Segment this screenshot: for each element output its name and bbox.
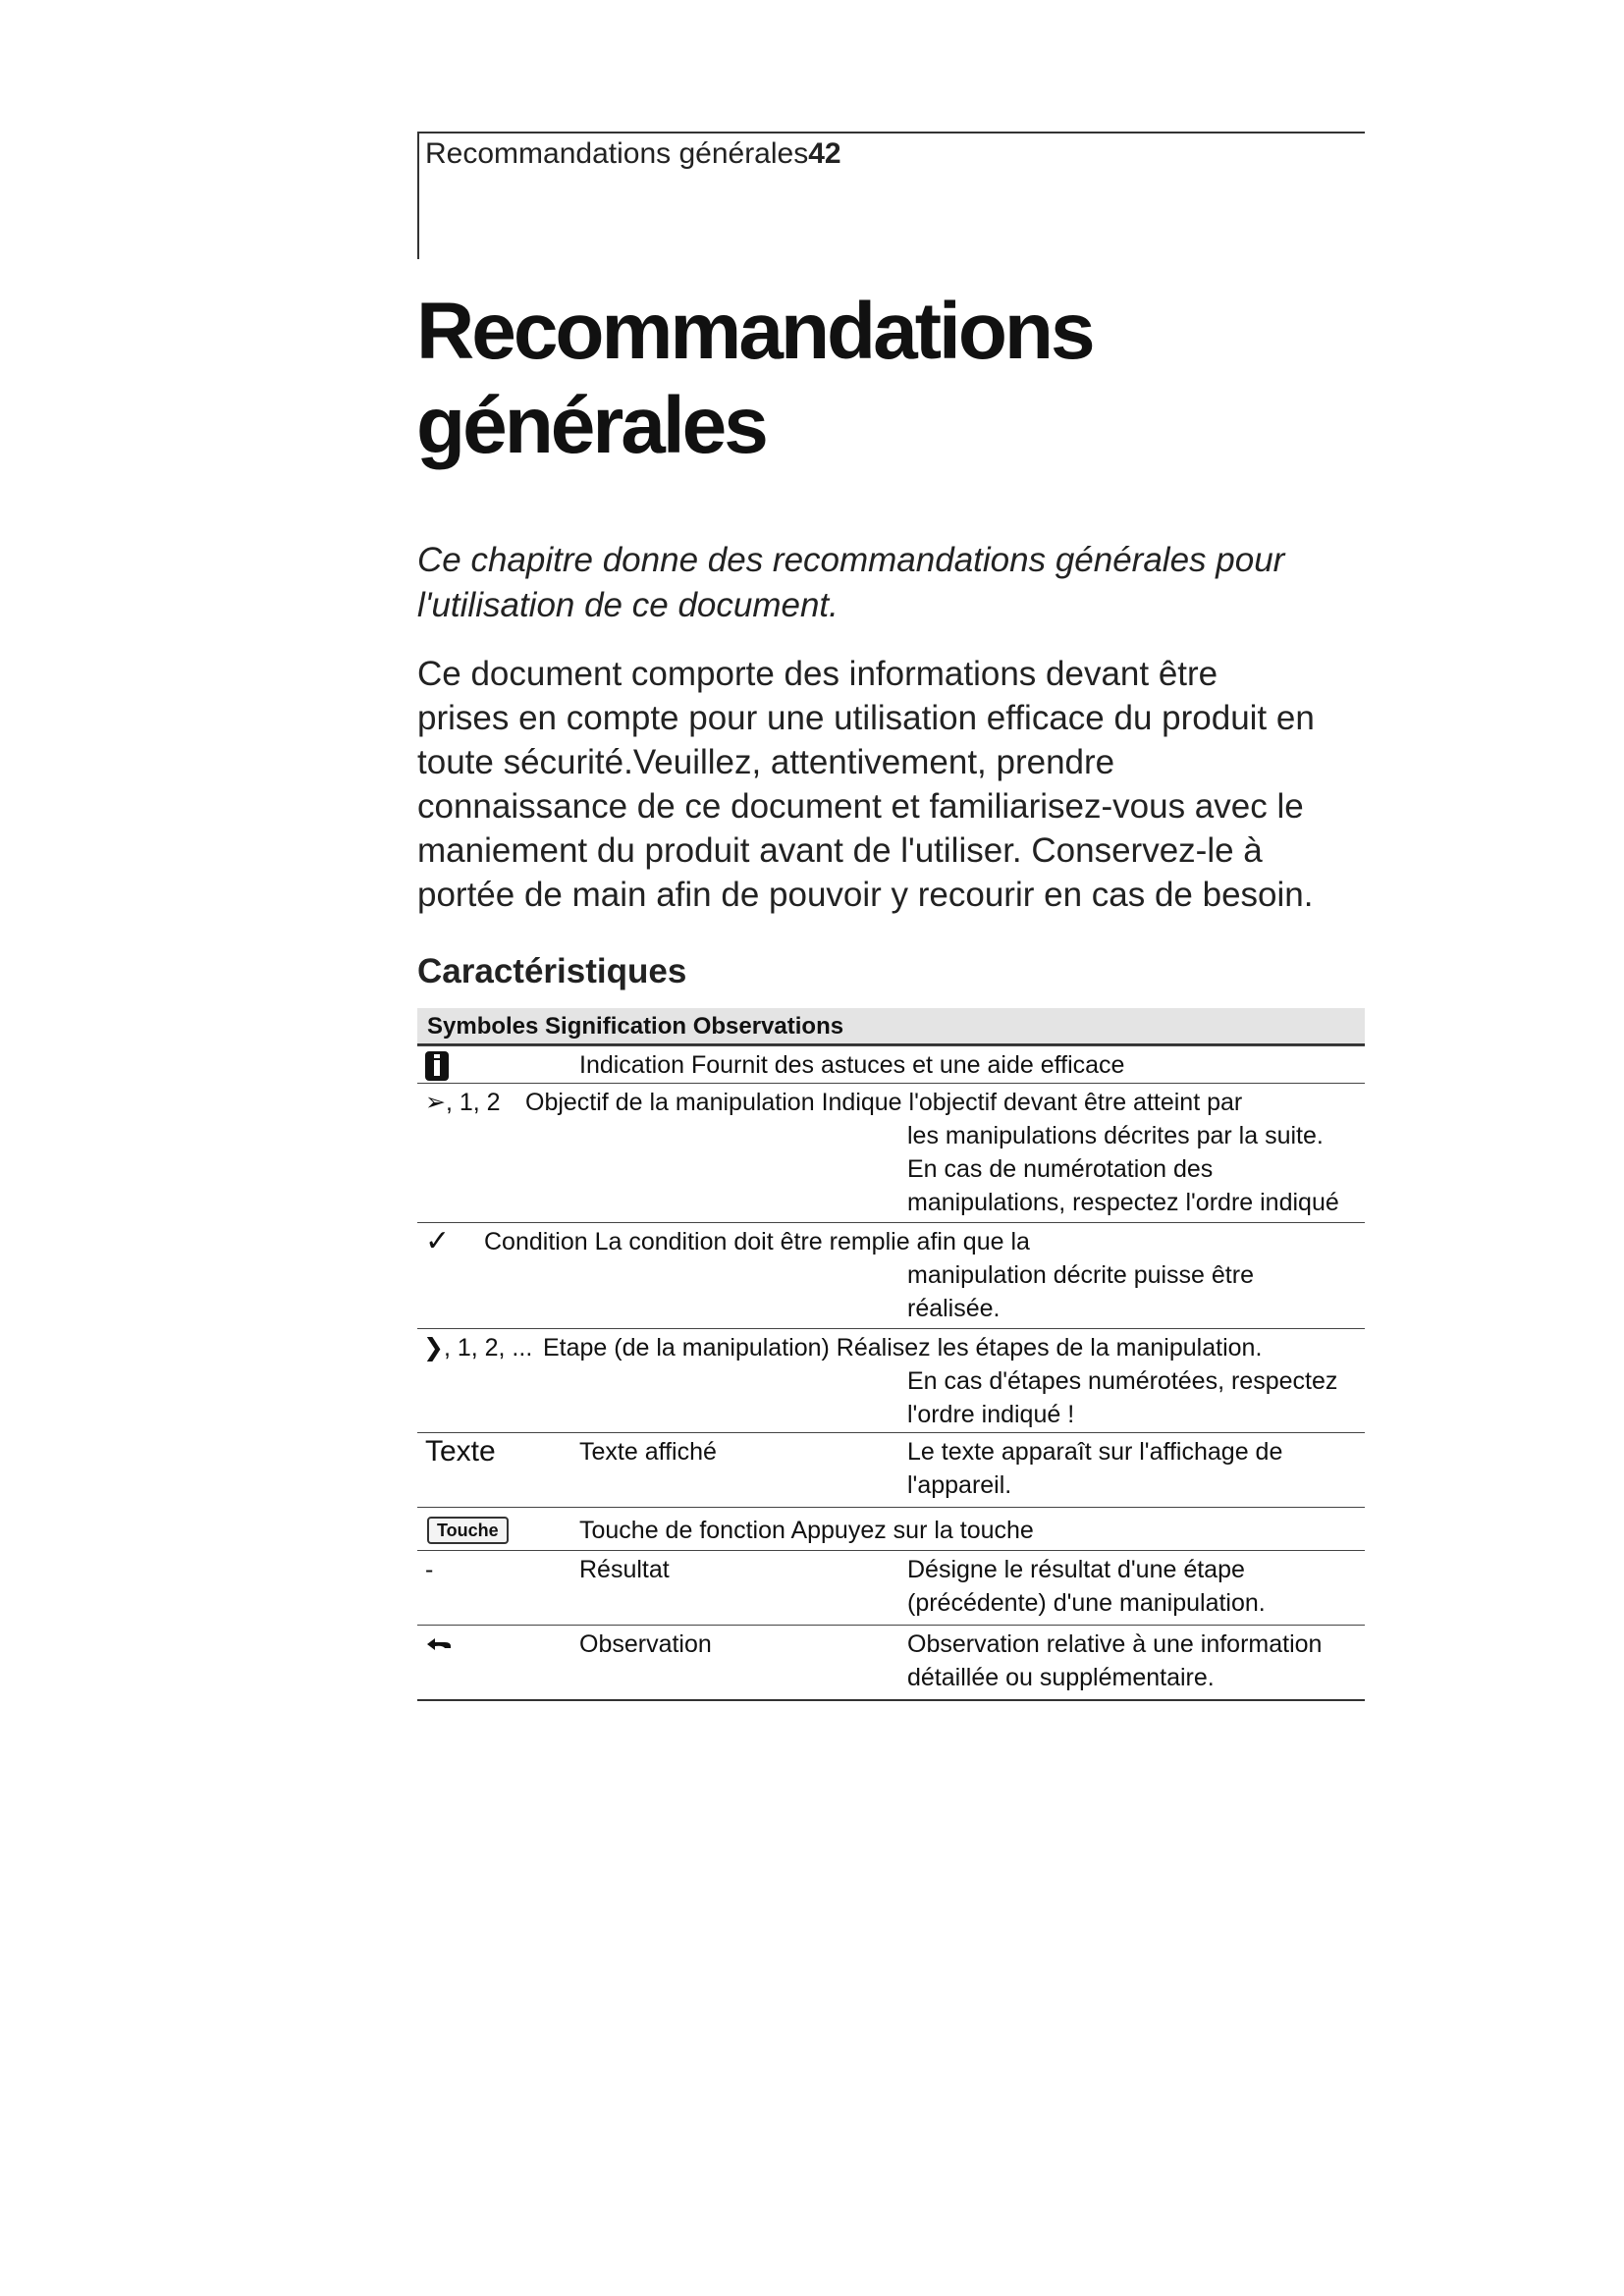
table-row bbox=[417, 1045, 1365, 1083]
table-row bbox=[417, 1222, 1365, 1328]
row-text: Indication Fournit des astuces et une aide efficace bbox=[579, 1051, 1125, 1079]
table-header: Symboles Signification Observations bbox=[417, 1008, 1365, 1045]
row-observation: (précédente) d'une manipulation. bbox=[907, 1589, 1266, 1617]
table-row bbox=[417, 1432, 1365, 1507]
row-continuation: les manipulations décrites par la suite. bbox=[907, 1122, 1324, 1149]
title-line-1: Recommandations bbox=[416, 287, 1093, 376]
row-observation: Désigne le résultat d'une étape bbox=[907, 1556, 1245, 1583]
row-text: Touche de fonction Appuyez sur la touche bbox=[579, 1517, 1034, 1544]
row-continuation: manipulation décrite puisse être bbox=[907, 1261, 1254, 1289]
row-observation: Observation relative à une information bbox=[907, 1630, 1323, 1658]
row-continuation: manipulations, respectez l'ordre indiqué bbox=[907, 1189, 1339, 1216]
intro-line-2: l'utilisation de ce document. bbox=[417, 586, 839, 624]
row-observation: Le texte apparaît sur l'affichage de bbox=[907, 1438, 1283, 1466]
row-symbol: ➢, 1, 2 bbox=[425, 1089, 501, 1116]
row-observation: l'appareil. bbox=[907, 1471, 1012, 1499]
intro-line-1: Ce chapitre donne des recommandations générales pour bbox=[417, 541, 1285, 579]
row-continuation: réalisée. bbox=[907, 1295, 1001, 1322]
row-continuation: En cas de numérotation des bbox=[907, 1155, 1214, 1183]
row-observation: détaillée ou supplémentaire. bbox=[907, 1664, 1215, 1691]
observation-icon bbox=[425, 1634, 455, 1654]
row-meaning: Résultat bbox=[579, 1556, 670, 1583]
table-row bbox=[417, 1550, 1365, 1625]
row-meaning: Observation bbox=[579, 1630, 712, 1658]
table-row bbox=[417, 1328, 1365, 1432]
body-line: toute sécurité.Veuillez, attentivement, prendre bbox=[417, 743, 1115, 781]
info-icon bbox=[425, 1051, 449, 1081]
row-symbol: ❯, 1, 2, ... bbox=[423, 1334, 533, 1362]
row-text: Condition La condition doit être remplie afin que la bbox=[484, 1228, 1030, 1255]
body-paragraph bbox=[417, 652, 1375, 917]
row-text: Objectif de la manipulation Indique l'objectif devant être atteint par bbox=[525, 1089, 1243, 1116]
body-line: prises en compte pour une utilisation efficace du produit en bbox=[417, 699, 1315, 737]
body-line: maniement du produit avant de l'utiliser. Conservez-le à bbox=[417, 831, 1263, 870]
table-row bbox=[417, 1083, 1365, 1222]
row-continuation: En cas d'étapes numérotées, respectez bbox=[907, 1367, 1338, 1395]
table-row bbox=[417, 1507, 1365, 1550]
check-icon: ✓ bbox=[425, 1225, 451, 1257]
characteristics-table bbox=[417, 1008, 1365, 1701]
header-section: Recommandations générales bbox=[425, 137, 809, 170]
row-meaning: Texte affiché bbox=[579, 1438, 717, 1466]
section-heading: Caractéristiques bbox=[417, 952, 687, 990]
key-icon: Touche bbox=[427, 1517, 509, 1544]
page-number: 42 bbox=[808, 137, 841, 170]
body-line: Ce document comporte des informations devant être bbox=[417, 655, 1218, 693]
page-title bbox=[416, 285, 1359, 473]
intro-paragraph bbox=[417, 538, 1365, 628]
row-text: Etape (de la manipulation) Réalisez les étapes de la manipulation. bbox=[543, 1334, 1263, 1362]
page-header bbox=[417, 132, 1365, 259]
row-continuation: l'ordre indiqué ! bbox=[907, 1401, 1075, 1428]
table-row bbox=[417, 1625, 1365, 1699]
body-line: portée de main afin de pouvoir y recourir en cas de besoin. bbox=[417, 876, 1314, 914]
row-symbol: Texte bbox=[425, 1435, 496, 1468]
title-line-2: générales bbox=[416, 381, 766, 470]
row-symbol: - bbox=[425, 1556, 434, 1583]
body-line: connaissance de ce document et familiarisez-vous avec le bbox=[417, 787, 1304, 826]
